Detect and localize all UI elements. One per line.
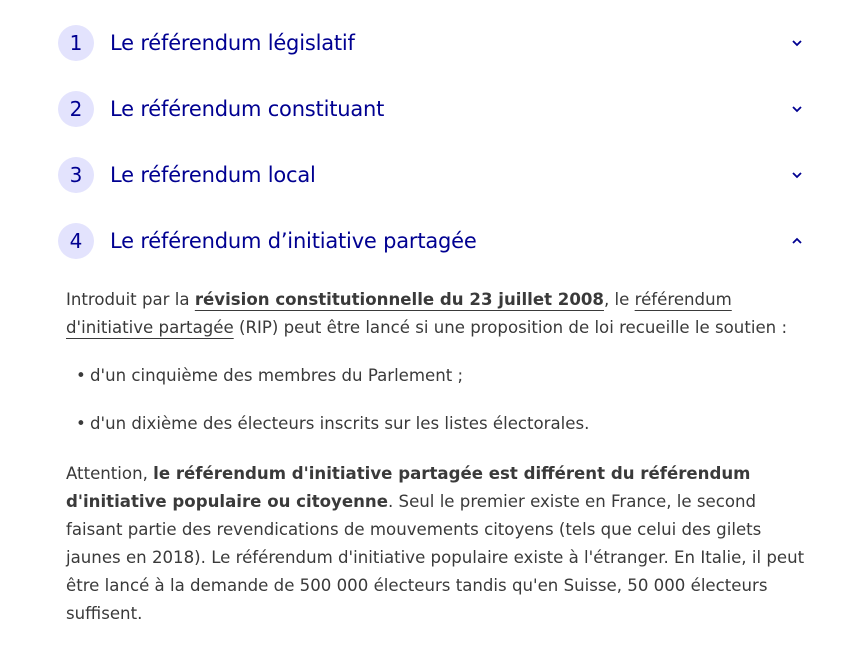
attention-bold: le référendum d'initiative partagée est différent du référendum d'initiative populaire ou citoyenne [66, 464, 751, 511]
attention-text: . Seul le premier existe en France, le second faisant partie des revendications de mouvements citoyens (tels que celui des gilets jaunes en 2018). Le référendum d'initiative populaire existe à l'étranger. En Italie, il peut être lancé à la demande de 500 000 électeurs tandis qu'en Suisse, 50 000 électeurs suffisent. [66, 492, 805, 623]
chevron-down-icon[interactable] [790, 36, 804, 50]
accordion-item-title: Le référendum local [110, 163, 316, 187]
item-number-badge: 2 [58, 91, 94, 127]
item-number-badge: 4 [58, 223, 94, 259]
chevron-down-icon[interactable] [790, 102, 804, 116]
accordion-item-title: Le référendum d’initiative partagée [110, 229, 477, 253]
attention-prefix: Attention, [66, 464, 154, 483]
item-number-badge: 3 [58, 157, 94, 193]
intro-text: (RIP) peut être lancé si une proposition de loi recueille le soutien : [233, 318, 788, 337]
accordion-item-initiative-partagee[interactable] [58, 208, 818, 274]
list-item: • d'un cinquième des membres du Parlement ; [76, 362, 816, 390]
chevron-up-icon[interactable] [790, 234, 804, 248]
accordion-item-title: Le référendum législatif [110, 31, 355, 55]
attention-paragraph [66, 460, 816, 628]
accordion-item-legislatif[interactable] [58, 10, 818, 76]
item-number-badge: 1 [58, 25, 94, 61]
revision-link[interactable]: révision constitutionnelle du 23 juillet 2008 [194, 290, 604, 309]
intro-text: , le [603, 290, 635, 309]
list-item: • d'un dixième des électeurs inscrits sur les listes électorales. [76, 410, 816, 438]
rip-link[interactable]: référendum d'initiative partagée [66, 290, 732, 337]
accordion-item-title: Le référendum constituant [110, 97, 385, 121]
accordion-item-constituant[interactable] [58, 76, 818, 142]
conditions-list [76, 362, 816, 438]
accordion-panel-content [66, 286, 816, 628]
chevron-down-icon[interactable] [790, 168, 804, 182]
accordion-item-local[interactable] [58, 142, 818, 208]
intro-text: Introduit par la [66, 290, 195, 309]
accordion [58, 10, 818, 274]
intro-paragraph [66, 286, 816, 342]
